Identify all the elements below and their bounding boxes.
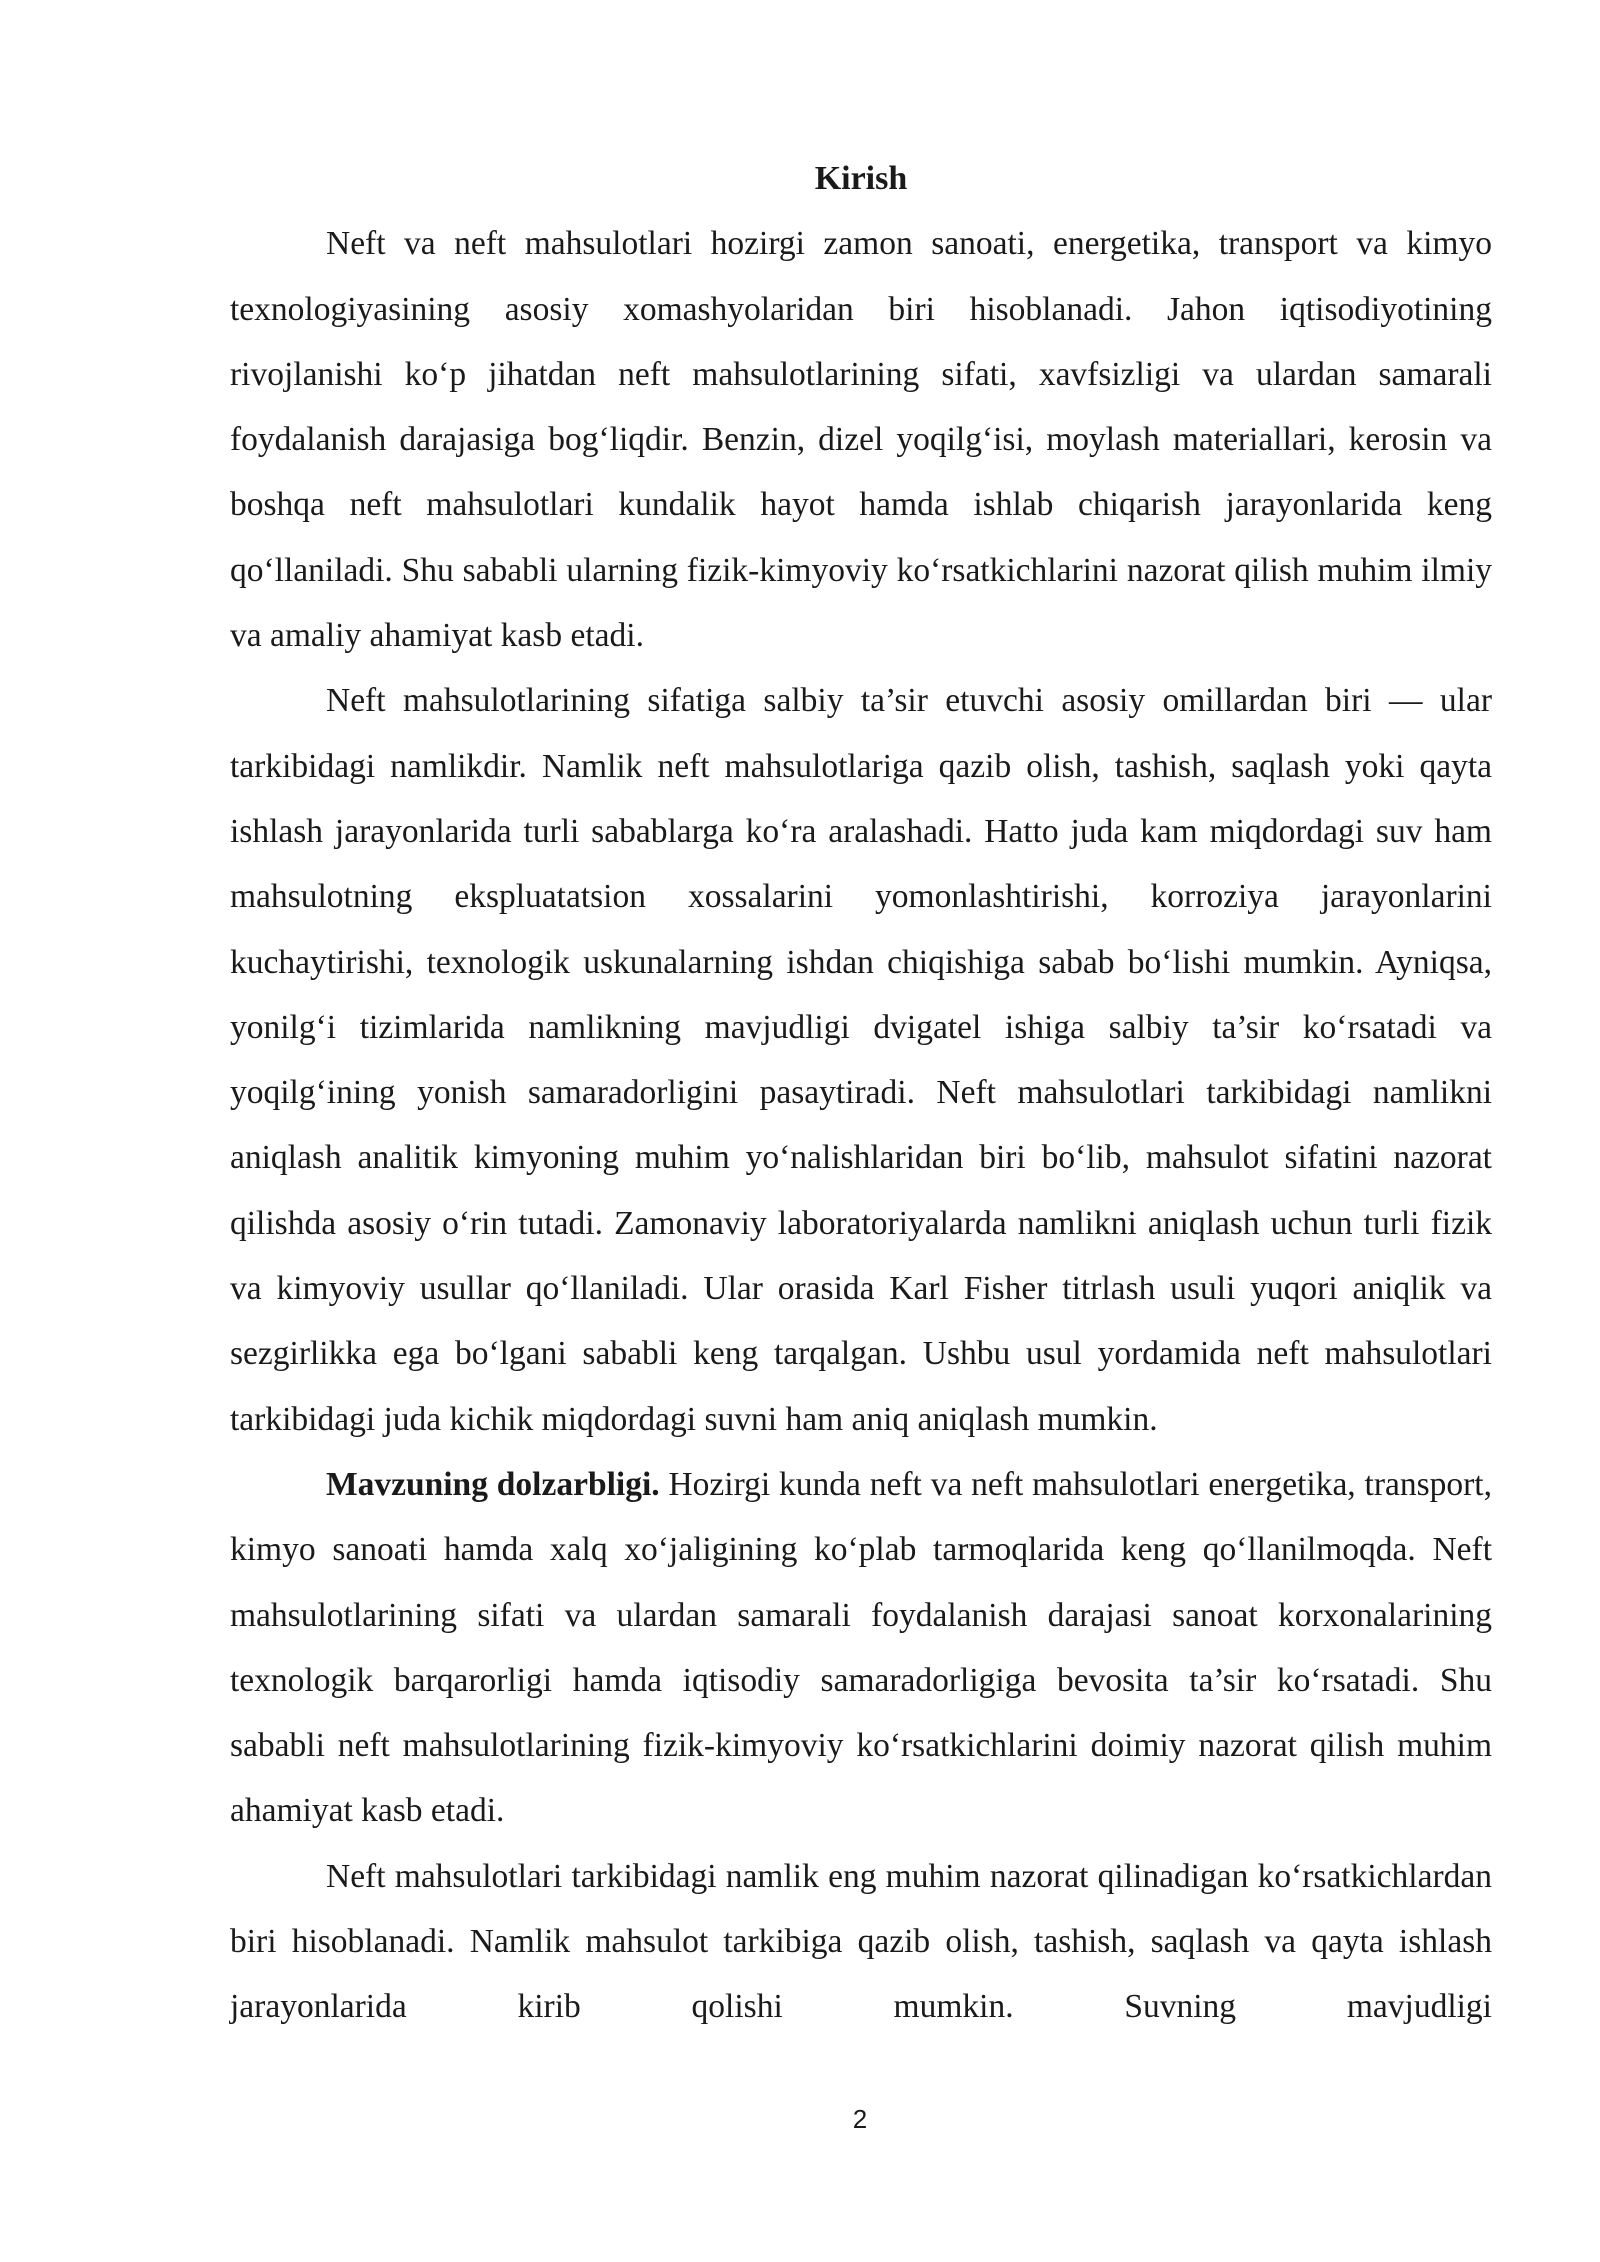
paragraph-intro	[230, 211, 1492, 668]
paragraph-text: Neft mahsulotlarining sifatiga salbiy ta’sir etuvchi asosiy omillardan biri — ular tarkibidagi namlikdir. Namlik neft mahsulotlariga qazib olish, tashish, saqlash yoki qayta ishlash jarayonlarida turli sabablarga ko‘ra aralashadi. Hatto juda kam miqdordagi suv ham mahsulotning ekspluatatsion xossalarini yomonlashtirishi, korroziya jarayonlarini kuchaytirishi, texnologik uskunalarning ishdan chiqishiga sabab bo‘lishi mumkin. Ayniqsa, yonilg‘i tizimlarida namlikning mavjudligi dvigatel ishiga salbiy ta’sir ko‘rsatadi va yoqilg‘ining yonish samaradorligini pasaytiradi. Neft mahsulotlari tarkibidagi namlikni aniqlash analitik kimyoning muhim yo‘nalishlaridan biri bo‘lib, mahsulot sifatini nazorat qilishda asosiy o‘rin tutadi. Zamonaviy laboratoriyalarda namlikni aniqlash uchun turli fizik va kimyoviy usullar qo‘llaniladi. Ular orasida Karl Fisher titrlash usuli yuqori aniqlik va sezgirlikka ega bo‘lgani sababli keng tarqalgan. Ushbu usul yordamida neft mahsulotlari tarkibidagi juda kichik miqdordagi suvni ham aniq aniqlash mumkin.	[230, 682, 1492, 1438]
paragraph-indicator	[230, 1844, 1492, 2040]
paragraph-relevance	[230, 1452, 1492, 1844]
paragraph-text: Hozirgi kunda neft va neft mahsulotlari energetika, transport, kimyo sanoati hamda xalq xo‘jaligining ko‘plab tarmoqlarida keng qo‘llanilmoqda. Neft mahsulotlarining sifati va ulardan samarali foydalanish darajasi sanoat korxonalarining texnologik barqarorligi hamda iqtisodiy samaradorligiga bevosita ta’sir ko‘rsatadi. Shu sababli neft mahsulotlarining fizik-kimyoviy ko‘rsatkichlarini doimiy nazorat qilish muhim ahamiyat kasb etadi.	[230, 1465, 1492, 1830]
page-title: Kirish	[814, 160, 908, 197]
paragraph-text: Neft mahsulotlari tarkibidagi namlik eng muhim nazorat qilinadigan ko‘rsatkichlardan biri hisoblanadi. Namlik mahsulot tarkibiga qazib olish, tashish, saqlash va qayta ishlash jarayonlarida kirib qolishi mumkin. Suvning mavjudligi	[230, 1857, 1492, 2026]
paragraph-lead: Mavzuning dolzarbligi.	[326, 1465, 660, 1503]
document-body	[230, 146, 1492, 2040]
paragraph-moisture	[230, 668, 1492, 1452]
paragraph-text: Neft va neft mahsulotlari hozirgi zamon sanoati, energetika, transport va kimyo texnologiyasining asosiy xomashyolaridan biri hisoblanadi. Jahon iqtisodiyotining rivojlanishi ko‘p jihatdan neft mahsulotlarining sifati, xavfsizligi va ulardan samarali foydalanish darajasiga bog‘liqdir. Benzin, dizel yoqilg‘isi, moylash materiallari, kerosin va boshqa neft mahsulotlari kundalik hayot hamda ishlab chiqarish jarayonlarida keng qo‘llaniladi. Shu sababli ularning fizik-kimyoviy ko‘rsatkichlarini nazorat qilish muhim ilmiy va amaliy ahamiyat kasb etadi.	[230, 225, 1492, 655]
page-number: 2	[852, 2104, 868, 2134]
